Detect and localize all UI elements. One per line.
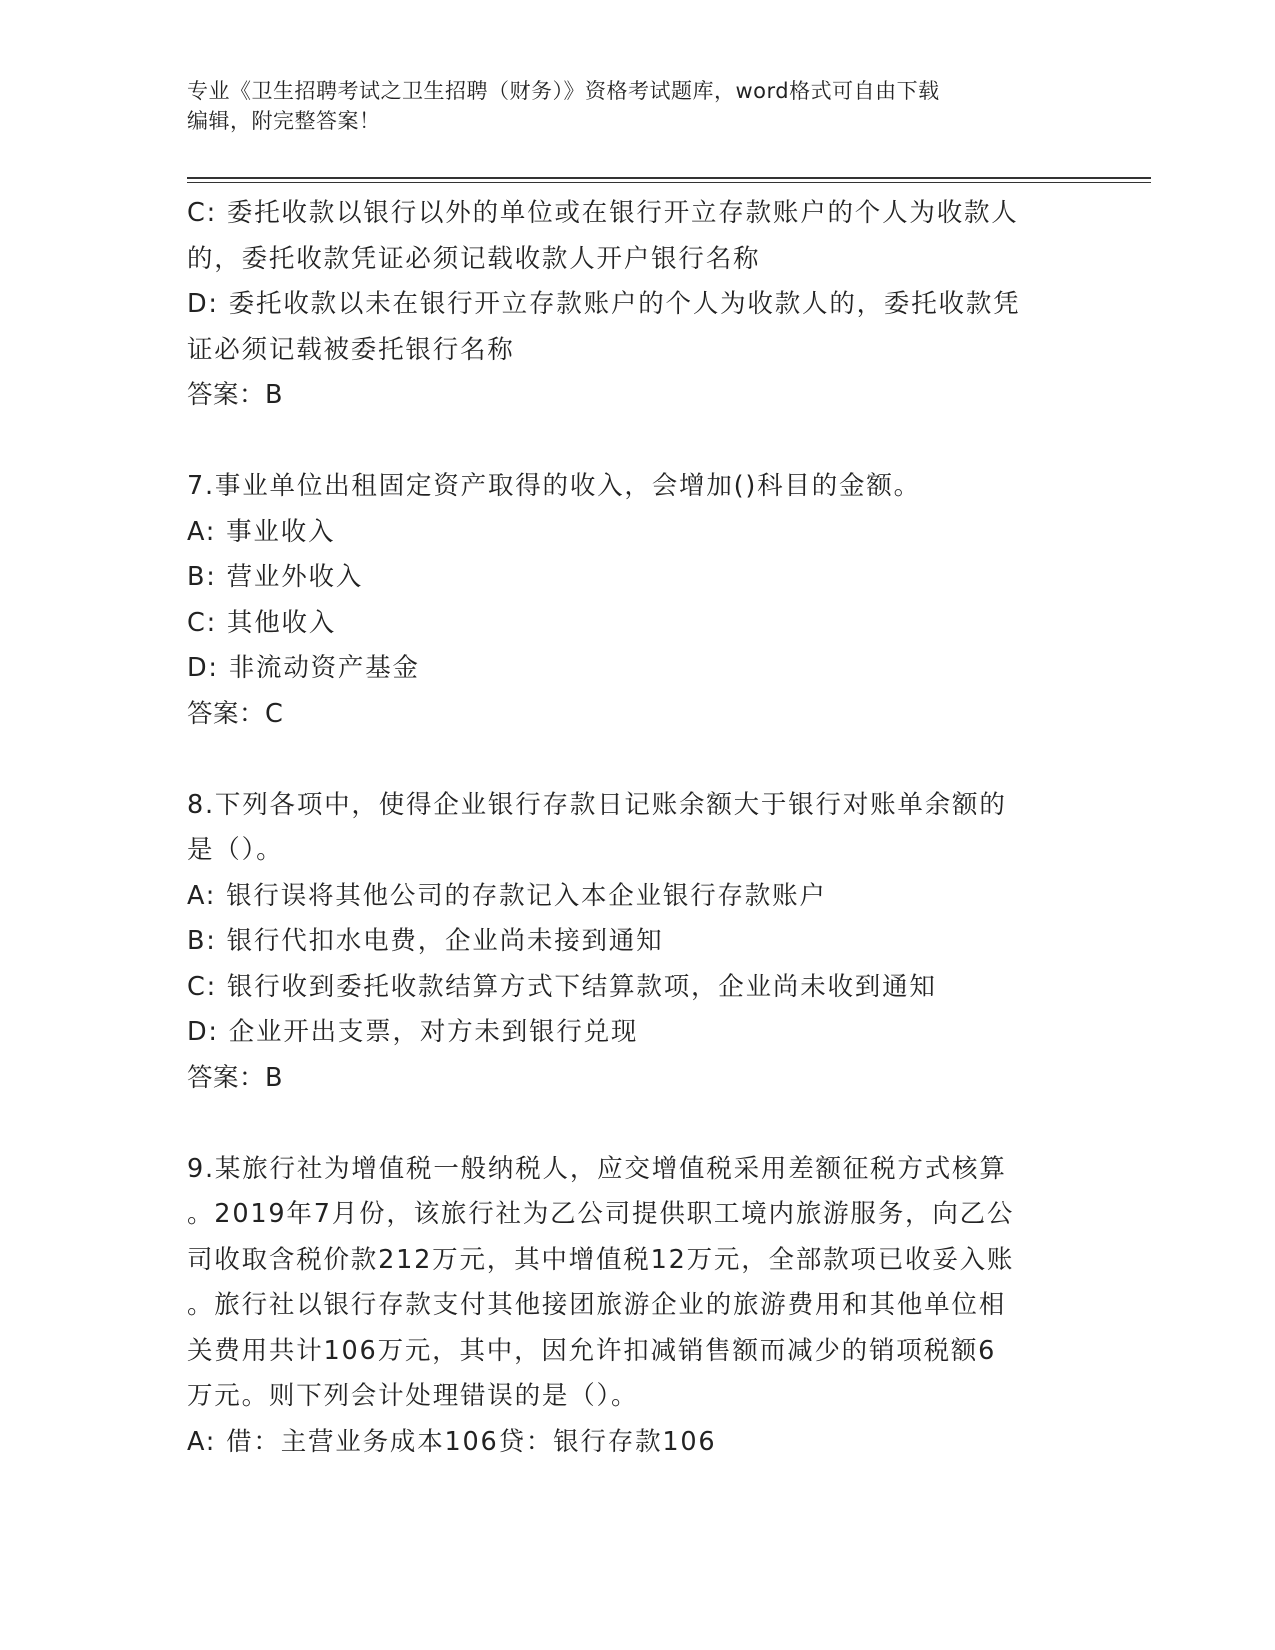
question-6-tail bbox=[187, 191, 1087, 419]
answer-6: 答案：B bbox=[187, 380, 283, 410]
question-7-stem: 7.事业单位出租固定资产取得的收入，会增加()科目的金额。 bbox=[187, 471, 921, 501]
question-9-stem-line-3: 司收取含税价款212万元，其中增值税12万元，全部款项已收妥入账 bbox=[187, 1244, 1015, 1275]
option-a: A: 事业收入 bbox=[187, 516, 336, 547]
answer-7: 答案：C bbox=[187, 698, 284, 729]
option-d: D: 企业开出支票，对方未到银行兑现 bbox=[187, 1017, 639, 1047]
question-8 bbox=[187, 783, 1087, 1102]
option-a: A: 银行误将其他公司的存款记入本企业银行存款账户 bbox=[187, 880, 827, 911]
question-9-stem-line-4: 。旅行社以银行存款支付其他接团旅游企业的旅游费用和其他单位相 bbox=[187, 1290, 1007, 1320]
question-8-stem-line-2: 是（）。 bbox=[187, 835, 284, 865]
header-divider-thin bbox=[187, 182, 1151, 183]
header-line-2: 编辑，附完整答案！ bbox=[187, 109, 381, 133]
option-a: A: 借：主营业务成本106贷：银行存款106 bbox=[187, 1426, 717, 1457]
option-c-line-1: C: 委托收款以银行以外的单位或在银行开立存款账户的个人为收款人 bbox=[187, 198, 1019, 228]
option-c: C: 其他收入 bbox=[187, 607, 337, 638]
answer-8: 答案：B bbox=[187, 1062, 283, 1093]
document-header bbox=[187, 76, 1087, 136]
option-d: D: 非流动资产基金 bbox=[187, 653, 420, 683]
question-content bbox=[187, 191, 1087, 1465]
option-c-line-2: 的，委托收款凭证必须记载收款人开户银行名称 bbox=[187, 243, 761, 274]
option-d-line-1: D: 委托收款以未在银行开立存款账户的个人为收款人的，委托收款凭 bbox=[187, 289, 1021, 319]
question-9 bbox=[187, 1147, 1087, 1466]
header-line-1: 专业《卫生招聘考试之卫生招聘（财务）》资格考试题库，word格式可自由下载 bbox=[187, 79, 940, 103]
question-8-stem-line-1: 8.下列各项中，使得企业银行存款日记账余额大于银行对账单余额的 bbox=[187, 789, 1007, 820]
question-9-stem-line-1: 9.某旅行社为增值税一般纳税人，应交增值税采用差额征税方式核算 bbox=[187, 1153, 1007, 1184]
option-b: B: 营业外收入 bbox=[187, 562, 364, 592]
option-c: C: 银行收到委托收款结算方式下结算款项，企业尚未收到通知 bbox=[187, 971, 937, 1002]
question-9-stem-line-2: 。2019年7月份，该旅行社为乙公司提供职工境内旅游服务，向乙公 bbox=[187, 1199, 1015, 1229]
option-d-line-2: 证必须记载被委托银行名称 bbox=[187, 334, 515, 365]
question-7 bbox=[187, 464, 1087, 737]
question-9-stem-line-6: 万元。则下列会计处理错误的是（）。 bbox=[187, 1381, 639, 1411]
header-divider-thick bbox=[187, 177, 1151, 179]
option-b: B: 银行代扣水电费，企业尚未接到通知 bbox=[187, 926, 664, 956]
question-9-stem-line-5: 关费用共计106万元，其中，因允许扣减销售额而减少的销项税额6 bbox=[187, 1335, 997, 1366]
